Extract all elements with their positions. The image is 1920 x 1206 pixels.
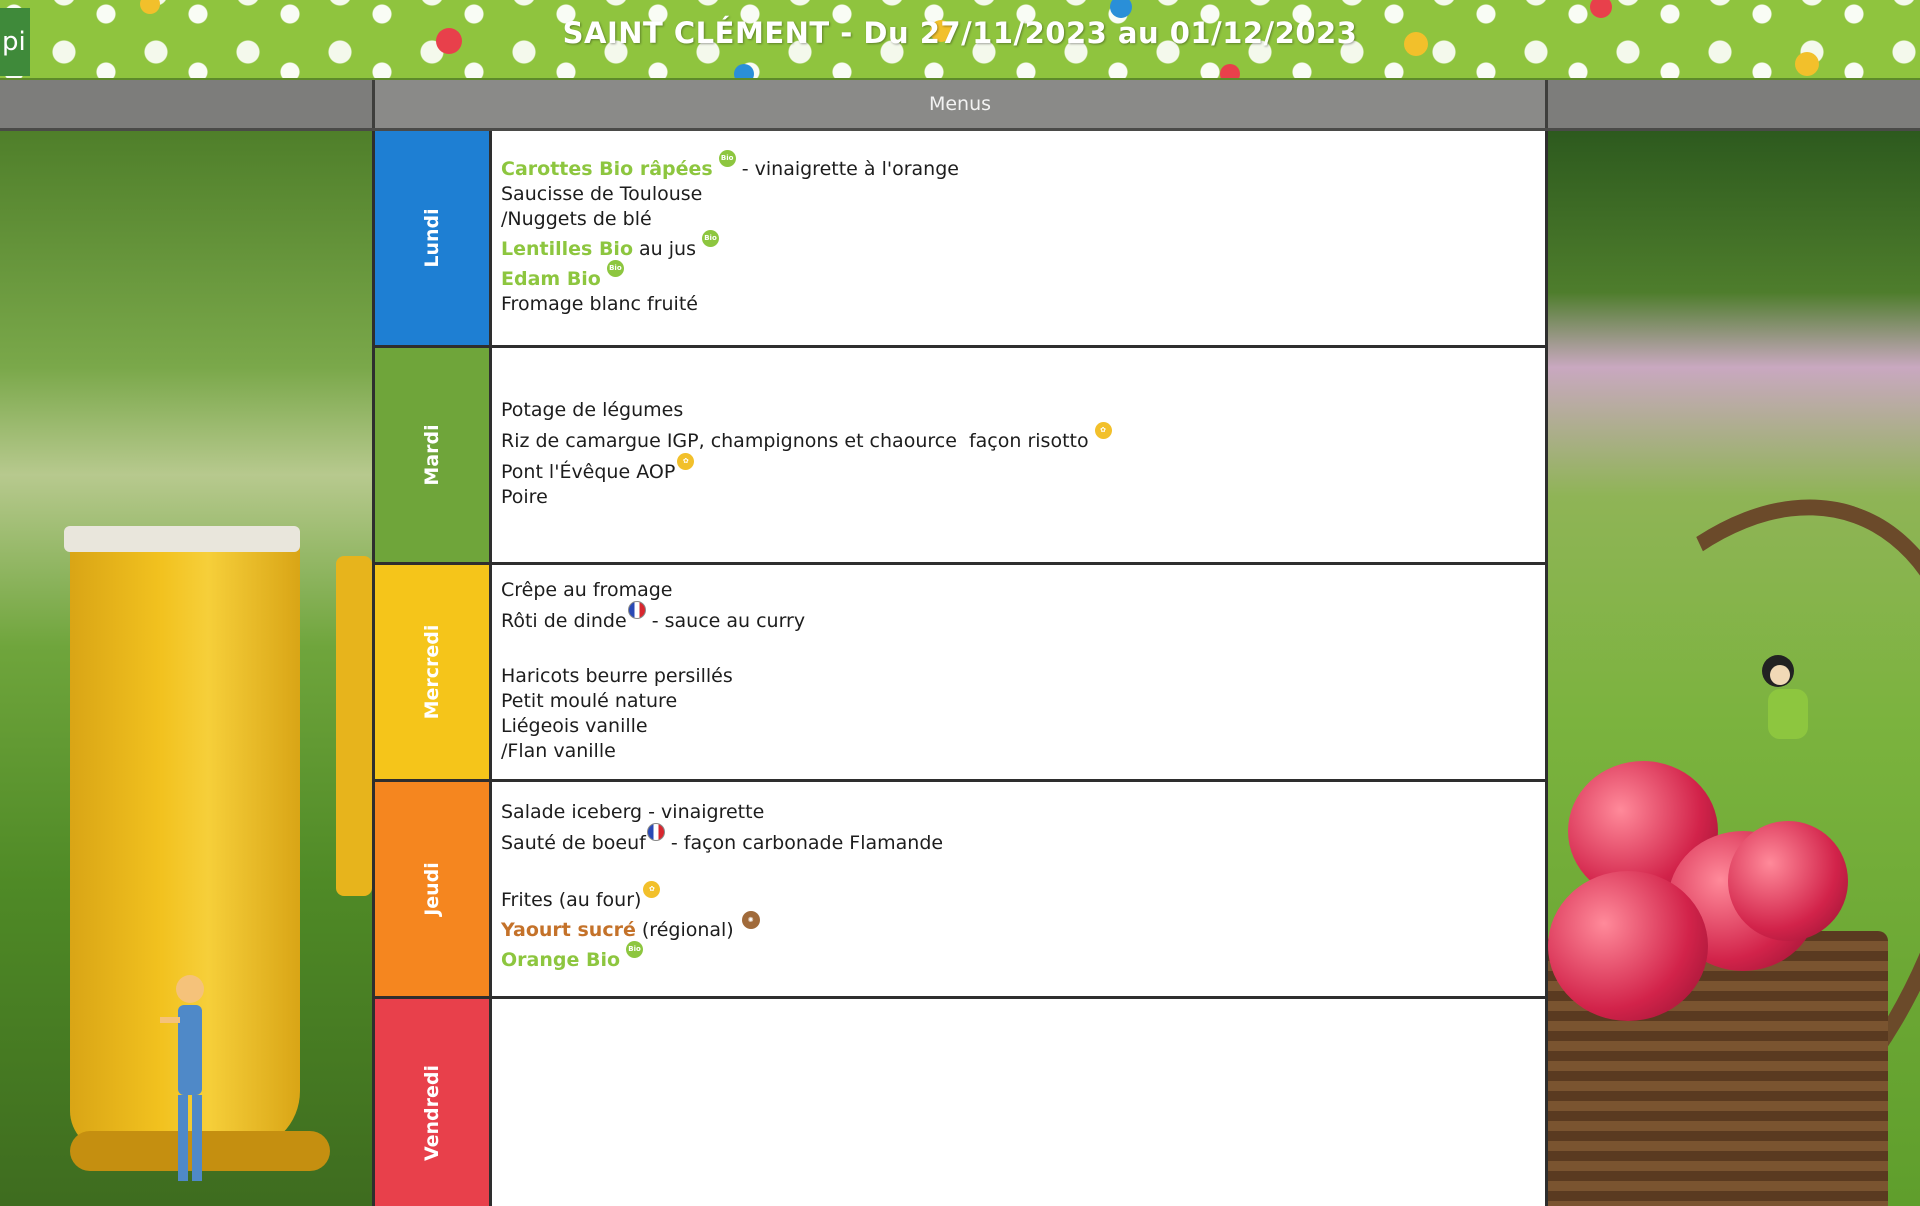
menu-item: Saucisse de Toulouse [501, 183, 703, 205]
menus-column-header: Menus [372, 80, 1548, 128]
france-flag-icon [628, 601, 646, 619]
menu-items-jeudi [492, 782, 1545, 996]
day-label-jeudi: Jeudi [375, 782, 492, 996]
apple [1548, 871, 1708, 1021]
menu-item: Edam Bio Bio [501, 267, 1545, 292]
boot-photo [0, 131, 372, 1206]
day-label-mardi: Mardi [375, 348, 492, 562]
day-row-mardi [375, 348, 1545, 565]
apple [1728, 821, 1848, 941]
bio-icon: Bio [626, 941, 643, 958]
day-label-mercredi: Mercredi [375, 565, 492, 779]
france-flag-icon [647, 823, 665, 841]
menu-items-vendredi [492, 999, 1545, 1206]
day-row-lundi [375, 131, 1545, 348]
label-rouge-icon: ✿ [643, 881, 660, 898]
boot-cuff [64, 526, 300, 552]
menu-item: Potage de légumes [501, 399, 684, 421]
page-title: SAINT CLÉMENT - Du 27/11/2023 au 01/12/2023 [562, 16, 1358, 50]
apple-basket-photo [1548, 131, 1920, 1206]
menu-item: Lentilles Bio au jus Bio [501, 237, 1545, 262]
character-illustration [1748, 651, 1818, 751]
bio-icon: Bio [719, 150, 736, 167]
regional-icon: ✺ [742, 911, 760, 929]
day-row-vendredi [375, 999, 1545, 1206]
menu-item: Frites (au four) ✿ [501, 888, 1545, 913]
menu-item: Carottes Bio râpées Bio - vinaigrette à l'orange [501, 157, 1545, 182]
menu-item: Orange Bio Bio [501, 948, 1545, 973]
menu-item: Poire [501, 486, 548, 508]
label-rouge-icon: ✿ [1095, 422, 1112, 439]
day-row-jeudi [375, 782, 1545, 999]
bio-icon: Bio [607, 260, 624, 277]
menu-items-lundi [492, 131, 1545, 345]
bio-icon: Bio [702, 230, 719, 247]
logo: pi [0, 8, 30, 76]
menu-item: /Nuggets de blé [501, 208, 652, 230]
menu-item: Petit moulé nature [501, 690, 678, 712]
day-row-mercredi [375, 565, 1545, 782]
menu-item: Riz de camargue IGP, champignons et chaource façon risotto ✿ [501, 429, 1545, 454]
menu-item: Crêpe au fromage [501, 579, 673, 601]
menu-item: Rôti de dinde - sauce au curry [501, 609, 1545, 634]
menu-item: Pont l'Évêque AOP ✿ [501, 460, 1545, 485]
label-rouge-icon: ✿ [677, 453, 694, 470]
table-header-bar [0, 80, 1920, 131]
menu-item: Fromage blanc fruité [501, 293, 698, 315]
menu-item: Salade iceberg - vinaigrette [501, 801, 765, 823]
menu-item: Liégeois vanille [501, 715, 648, 737]
page-header [0, 0, 1920, 80]
menu-item: Yaourt sucré (régional) ✺ [501, 918, 1545, 943]
menu-item: Haricots beurre persillés [501, 665, 733, 687]
menu-item: Sauté de boeuf - façon carbonade Flamande [501, 831, 1545, 856]
child-illustration [160, 971, 220, 1191]
menu-item: /Flan vanille [501, 740, 616, 762]
day-label-vendredi: Vendredi [375, 999, 492, 1206]
menu-items-mercredi [492, 565, 1545, 779]
menu-table [372, 131, 1548, 1206]
menu-items-mardi [492, 348, 1545, 562]
second-boot [336, 556, 372, 896]
day-label-lundi: Lundi [375, 131, 492, 345]
menu-item [501, 634, 1545, 664]
